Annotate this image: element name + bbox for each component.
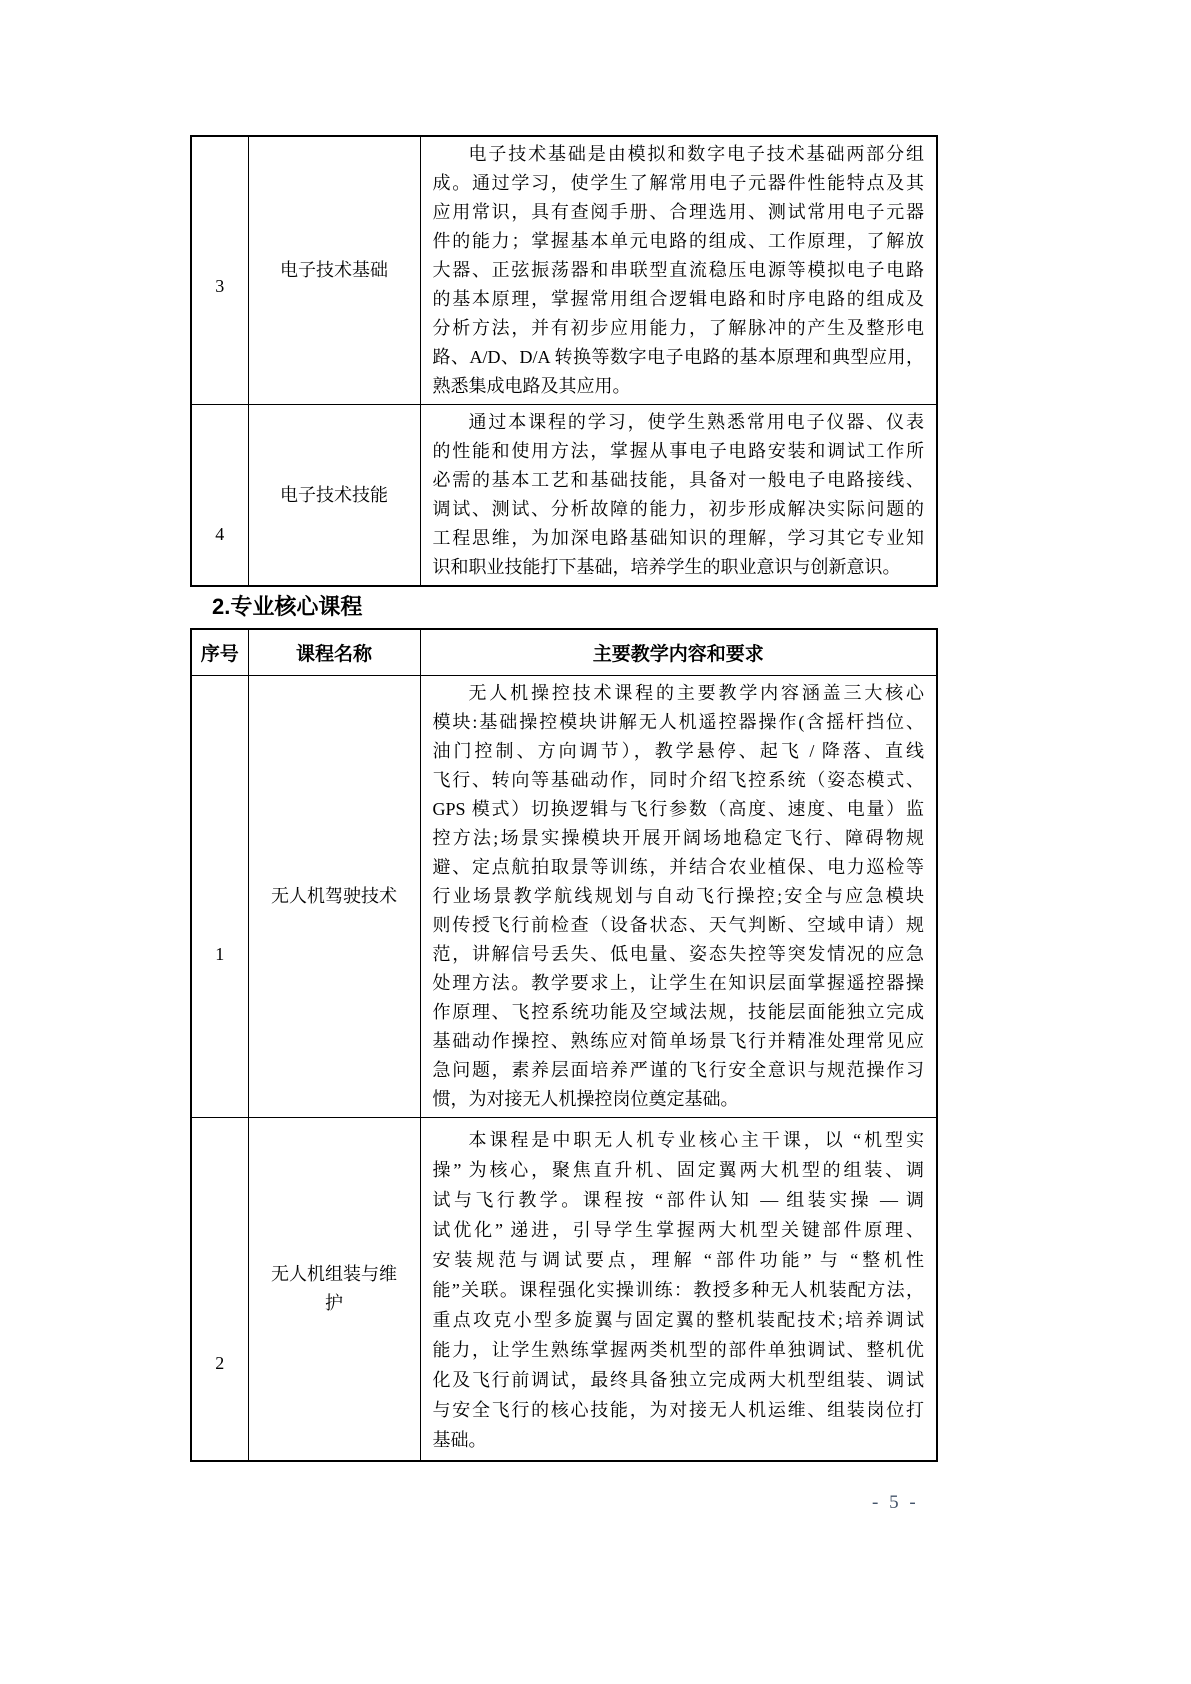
course-description-cell <box>420 405 937 587</box>
row-number: 2 <box>191 1117 248 1461</box>
course-description-cell <box>420 136 937 405</box>
course-description: 本课程是中职无人机专业核心主干课，以 “机型实 操” 为核心，聚焦直升机、固定翼两大机型的组装、调 试与飞行教学。课程按 “部件认知 — 组装实操 — 调 试优化” 递进，引导学生掌握两大机型关键部件原理、 安装规范与调试要点，理解 “部件功能” 与 “整机性 能”关联。课程强化实操训练：教授多种无人机装配方法， 重点攻克小型多旋翼与固定翼的整机装配技术;培养调试 能力，让学生熟练掌握两类机型的部件单独调试、整机优 化及飞行前调试，最终具备独立完成两大机型组装、调试 与安全飞行的核心技能，为对接无人机运维、组装岗位打 基础。 <box>432 1129 924 1450</box>
course-description: 无人机操控技术课程的主要教学内容涵盖三大核心 模块:基础操控模块讲解无人机遥控器操作(含摇杆挡位、 油门控制、方向调节），教学悬停、起飞 / 降落、直线 飞行、转向等基础动作，同时介绍飞控系统（姿态模式、 GPS 模式）切换逻辑与飞行参数（高度、速度、电量）监 控方法;场景实操模块开展开阔场地稳定飞行、障碍物规 避、定点航拍取景等训练，并结合农业植保、电力巡检等 行业场景教学航线规划与自动飞行操控;安全与应急模块 则传授飞行前检查（设备状态、天气判断、空域申请）规 范，讲解信号丢失、低电量、姿态失控等突发情况的应急 处理方法。教学要求上，让学生在知识层面掌握遥控器操 作原理、飞控系统功能及空域法规，技能层面能独立完成 基础动作操控、熟练应对简单场景飞行并精准处理常见应 急问题，素养层面培养严谨的飞行安全意识与规范操作习 惯，为对接无人机操控岗位奠定基础。 <box>432 682 924 1109</box>
course-description-cell <box>420 1117 937 1461</box>
course-name: 电子技术技能 <box>248 405 420 587</box>
column-header-no: 序号 <box>191 629 248 675</box>
table-header-row <box>191 629 937 675</box>
table-row-course-4 <box>191 405 937 587</box>
section-heading: 2.专业核心课程 <box>212 594 363 619</box>
course-name: 无人机组装与维护 <box>248 1117 420 1461</box>
course-description: 电子技术基础是由模拟和数字电子技术基础两部分组 成。通过学习，使学生了解常用电子元器件性能特点及其 应用常识，具有查阅手册、合理选用、测试常用电子元器 件的能力；掌握基本单元电路的组成、工作原理，了解放 大器、正弦振荡器和串联型直流稳压电源等模拟电子电路 的基本原理，掌握常用组合逻辑电路和时序电路的组成及 分析方法，并有初步应用能力，了解脉冲的产生及整形电 路、A/D、D/A 转换等数字电子电路的基本原理和典型应用， 熟悉集成电路及其应用。 <box>432 144 924 396</box>
course-description-cell <box>420 675 937 1117</box>
basic-courses-table <box>190 135 938 587</box>
row-number: 4 <box>191 405 248 587</box>
course-name: 电子技术基础 <box>248 136 420 405</box>
column-header-content: 主要教学内容和要求 <box>420 629 937 675</box>
column-header-course-name: 课程名称 <box>248 629 420 675</box>
course-description: 通过本课程的学习，使学生熟悉常用电子仪器、仪表 的性能和使用方法，掌握从事电子电路安装和调试工作所 必需的基本工艺和基础技能，具备对一般电子电路接线、 调试、测试、分析故障的能力，初步形成解决实际问题的 工程思维，为加深电路基础知识的理解，学习其它专业知 识和职业技能打下基础，培养学生的职业意识与创新意识。 <box>432 412 924 577</box>
table-row-course-2 <box>191 1117 937 1461</box>
row-number: 1 <box>191 675 248 1117</box>
course-name: 无人机驾驶技术 <box>248 675 420 1117</box>
table-row-course-1 <box>191 675 937 1117</box>
core-courses-table <box>190 628 938 1462</box>
row-number: 3 <box>191 136 248 405</box>
page-number: - 5 - <box>872 1492 919 1513</box>
table-row-course-3 <box>191 136 937 405</box>
